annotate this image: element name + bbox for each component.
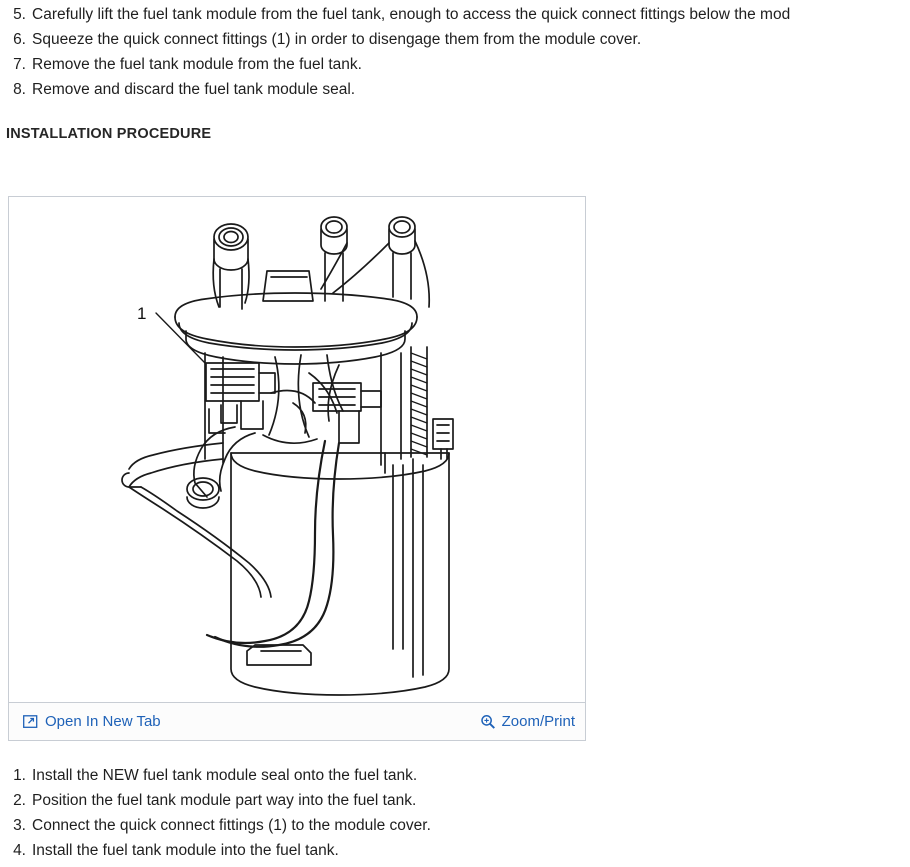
page-title: INSTALLATION PROCEDURE	[6, 126, 212, 142]
list-item	[0, 77, 910, 102]
list-item-text: Install the NEW fuel tank module seal onto the fuel tank.	[32, 767, 418, 784]
list-item-text: Remove the fuel tank module from the fuel tank.	[32, 56, 362, 73]
figure-toolbar	[9, 702, 585, 740]
list-item-number: 6.	[13, 31, 26, 48]
list-item-number: 8.	[13, 81, 26, 98]
magnifier-icon	[480, 714, 496, 730]
list-item	[0, 838, 910, 863]
list-item	[0, 813, 910, 838]
list-item	[0, 52, 910, 77]
list-item-text: Connect the quick connect fittings (1) to the module cover.	[32, 817, 431, 834]
list-item-text: Remove and discard the fuel tank module seal.	[32, 81, 356, 98]
svg-text:1: 1	[137, 304, 147, 323]
zoom-print-label: Zoom/Print	[501, 713, 575, 730]
list-item	[0, 763, 910, 788]
open-in-new-tab-button[interactable]	[9, 713, 161, 730]
installation-steps-list	[0, 763, 910, 863]
list-item-number: 5.	[13, 6, 26, 23]
list-item-text: Carefully lift the fuel tank module from the fuel tank, enough to access the quick connect fittings below the mod	[32, 6, 791, 23]
list-item-number: 2.	[13, 792, 26, 809]
list-item-text: Position the fuel tank module part way into the fuel tank.	[32, 792, 417, 809]
fuel-tank-module-diagram	[9, 197, 585, 702]
list-item	[0, 788, 910, 813]
list-item-number: 1.	[13, 767, 26, 784]
list-item-number: 3.	[13, 817, 26, 834]
zoom-print-button[interactable]	[480, 713, 585, 730]
list-item-text: Install the fuel tank module into the fuel tank.	[32, 842, 339, 859]
list-item	[0, 27, 910, 52]
new-tab-icon	[23, 714, 38, 729]
list-item	[0, 2, 910, 27]
list-item-number: 7.	[13, 56, 26, 73]
figure-panel	[8, 196, 586, 741]
open-in-new-tab-label: Open In New Tab	[45, 713, 161, 730]
list-item-text: Squeeze the quick connect fittings (1) in order to disengage them from the module cover.	[32, 31, 642, 48]
removal-steps-list	[0, 0, 910, 102]
list-item-number: 4.	[13, 842, 26, 859]
